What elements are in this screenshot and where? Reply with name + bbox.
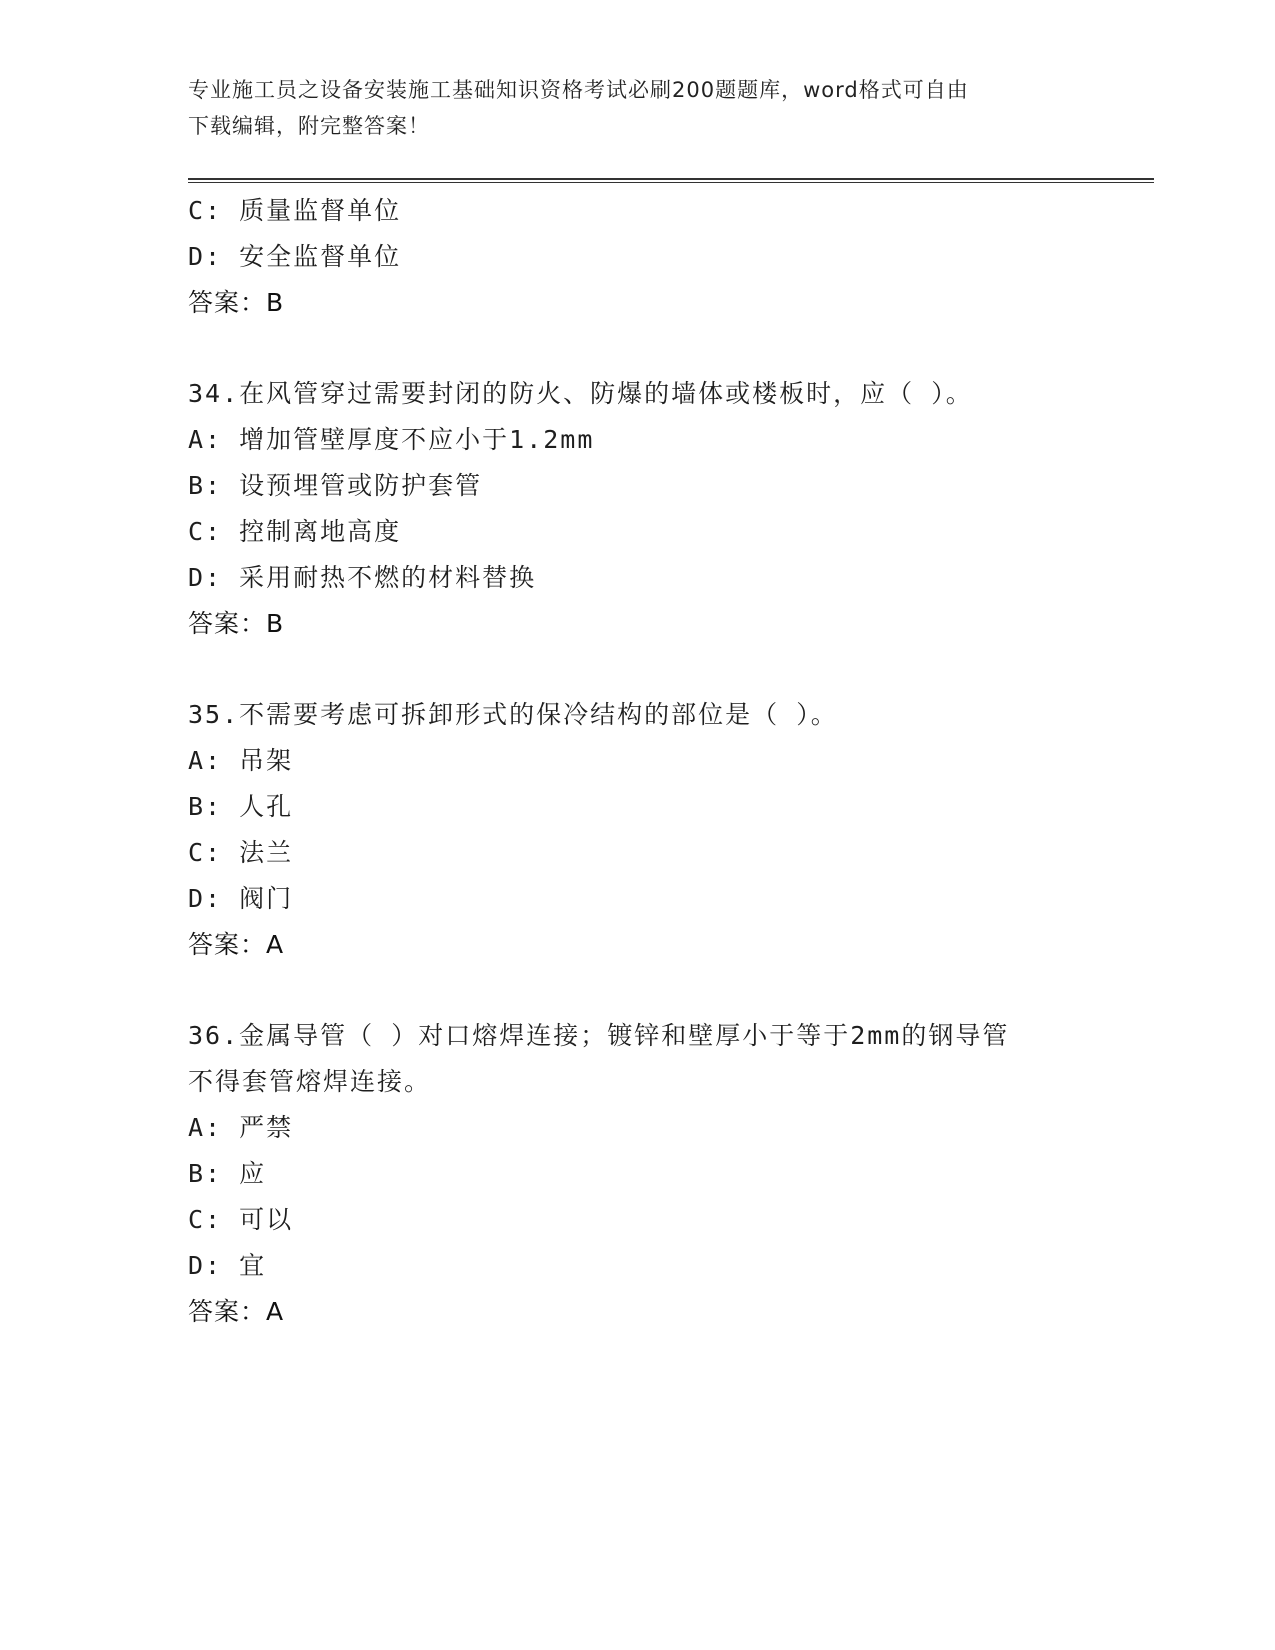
header-line-2: 下载编辑，附完整答案！ — [188, 114, 430, 138]
option-b: B: 应 — [188, 1159, 267, 1188]
header-divider-thin — [188, 182, 1154, 183]
question-34 — [188, 371, 1154, 647]
answer-line: 答案：B — [188, 609, 285, 638]
answer-line: 答案：B — [188, 288, 285, 317]
question-stem: 34.在风管穿过需要封闭的防火、防爆的墙体或楼板时，应（ ）。 — [188, 379, 973, 408]
header-divider-thick — [188, 178, 1154, 180]
option-c: C: 可以 — [188, 1205, 294, 1234]
question-33-continuation — [188, 188, 1154, 326]
option-d: D: 采用耐热不燃的材料替换 — [188, 563, 537, 592]
answer-line: 答案：A — [188, 930, 285, 959]
question-35 — [188, 692, 1154, 968]
option-a: A: 严禁 — [188, 1113, 294, 1142]
option-a: A: 增加管壁厚度不应小于1.2mm — [188, 425, 595, 454]
option-c: C: 控制离地高度 — [188, 517, 402, 546]
option-d: D: 安全监督单位 — [188, 242, 402, 271]
question-36 — [188, 1013, 1154, 1335]
document-header — [188, 72, 1078, 144]
option-b: B: 设预埋管或防护套管 — [188, 471, 483, 500]
option-a: A: 吊架 — [188, 746, 294, 775]
question-list — [188, 188, 1154, 1335]
spacer — [188, 647, 1154, 692]
spacer — [188, 326, 1154, 371]
option-c: C: 质量监督单位 — [188, 196, 402, 225]
option-d: D: 阀门 — [188, 884, 294, 913]
question-stem: 36.金属导管（ ）对口熔焊连接；镀锌和壁厚小于等于2mm的钢导管 — [188, 1021, 1010, 1050]
spacer — [188, 968, 1154, 1013]
answer-line: 答案：A — [188, 1297, 285, 1326]
option-b: B: 人孔 — [188, 792, 294, 821]
option-d: D: 宜 — [188, 1251, 267, 1280]
header-line-1: 专业施工员之设备安装施工基础知识资格考试必刷200题题库，word格式可自由 — [188, 78, 969, 102]
option-c: C: 法兰 — [188, 838, 294, 867]
question-stem-continued: 不得套管熔焊连接。 — [188, 1067, 432, 1096]
question-stem: 35.不需要考虑可拆卸形式的保冷结构的部位是（ ）。 — [188, 700, 838, 729]
